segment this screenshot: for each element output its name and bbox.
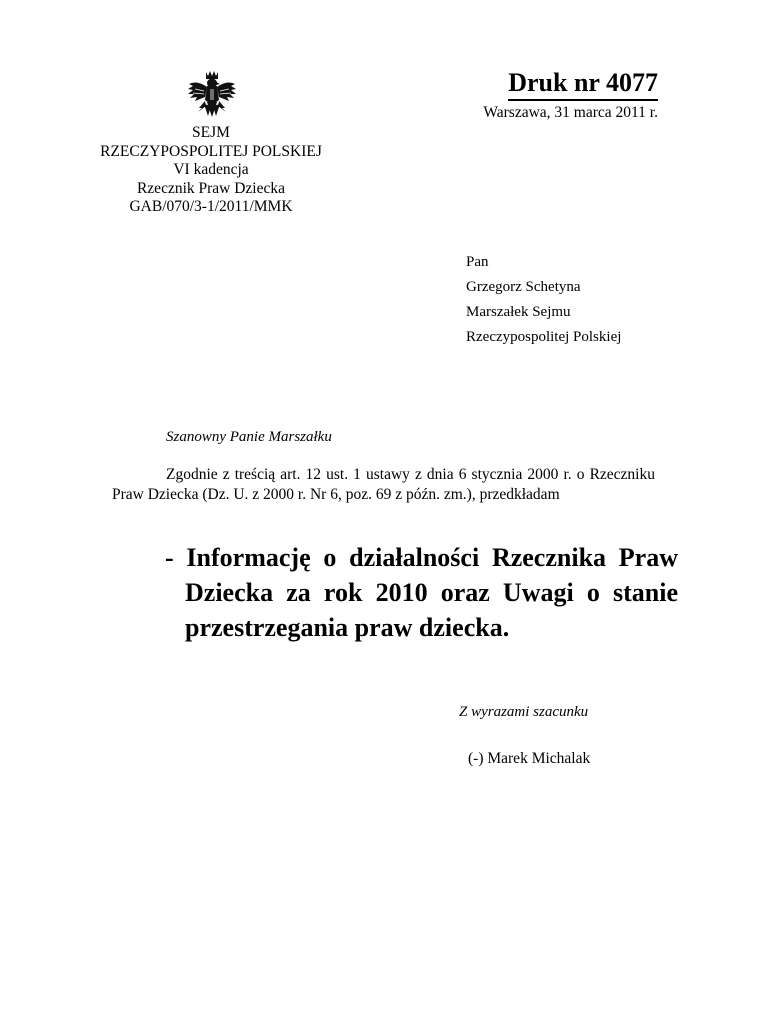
print-number-title: Druk nr 4077 (508, 68, 658, 101)
org-line-term: VI kadencja (173, 161, 249, 178)
sender-header (80, 124, 342, 217)
closing-phrase: Z wyrazami szacunku (459, 704, 589, 720)
polish-eagle-emblem-icon (187, 70, 237, 122)
signature: (-) Marek Michalak (468, 750, 591, 767)
org-line-republic: RZECZYPOSPOLITEJ POLSKIEJ (100, 142, 322, 160)
addressee-line: Rzeczypospolitej Polskiej (466, 329, 622, 345)
body-paragraph: Zgodnie z treścią art. 12 ust. 1 ustawy z dnia 6 stycznia 2000 r. o Rzeczniku Praw Dziecka (Dz. U. z 2000 r. Nr 6, poz. 69 z późn. zm.), przedkładam (112, 466, 655, 503)
letter-date: Warszawa, 31 marca 2011 r. (483, 104, 658, 121)
addressee-line: Grzegorz Schetyna (466, 279, 581, 295)
addressee-line: Pan (466, 254, 489, 270)
org-line-office: Rzecznik Praw Dziecka (136, 179, 286, 197)
org-line-sejm: SEJM (192, 124, 230, 141)
submitted-document-item: - Informację o działalności Rzecznika Praw Dziecka za rok 2010 oraz Uwagi o stanie przestrzegania praw dziecka. (165, 543, 678, 642)
reference-number: GAB/070/3-1/2011/MMK (129, 198, 293, 215)
addressee-line: Marszałek Sejmu (466, 304, 571, 320)
addressee-block (466, 250, 621, 350)
salutation: Szanowny Panie Marszałku (166, 429, 332, 445)
